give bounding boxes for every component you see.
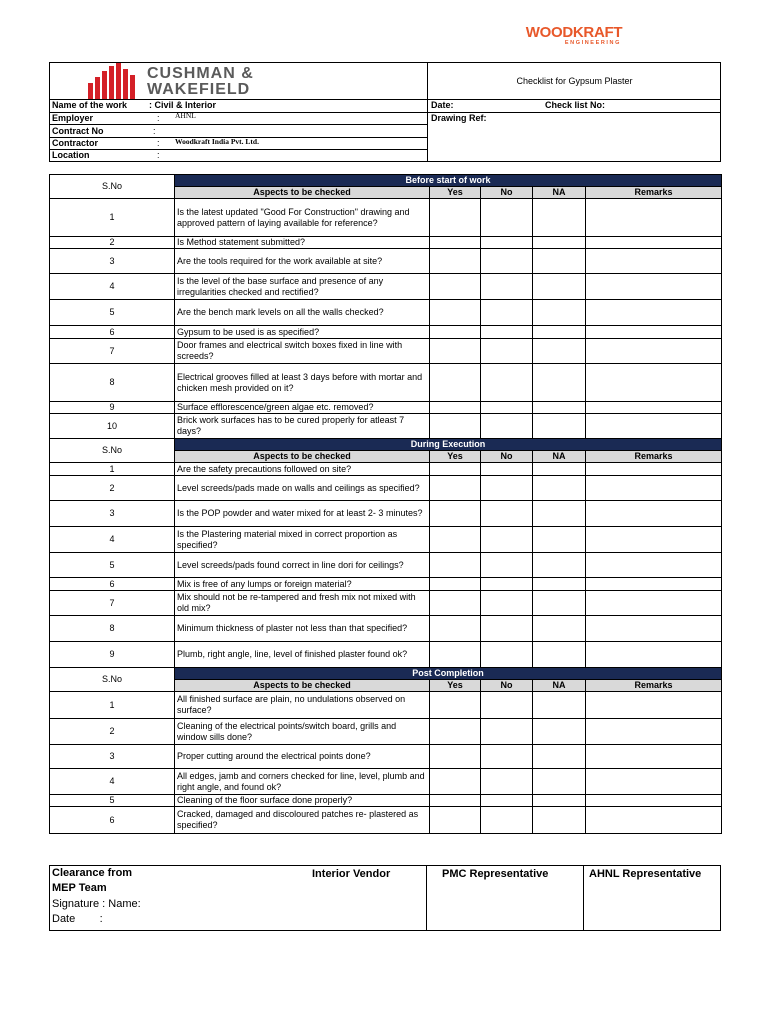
cushman-wakefield-logo-text [147,66,254,98]
item-number: 9 [50,642,175,668]
yes-cell[interactable] [430,692,481,719]
footer-divider [426,865,427,931]
na-cell[interactable] [533,553,586,578]
remarks-cell[interactable] [586,249,722,274]
item-number: 4 [50,769,175,795]
contract-no-colon: : [153,126,156,136]
no-cell[interactable] [481,402,533,414]
interior-vendor-label: Interior Vendor [312,868,391,880]
remarks-cell[interactable] [586,769,722,795]
item-question: Is the Plastering material mixed in correct proportion as specified? [175,527,430,553]
no-cell[interactable] [481,364,533,402]
section-title-row [50,439,722,451]
checklist-row [50,616,722,642]
checklist-row [50,769,722,795]
yes-cell[interactable] [430,591,481,616]
item-number: 4 [50,527,175,553]
item-question: Are the tools required for the work available at site? [175,249,430,274]
column-header-na: NA [533,680,586,692]
checklist-row [50,326,722,339]
date-label: Date: [431,100,454,110]
na-cell[interactable] [533,402,586,414]
item-question: Cleaning of the electrical points/switch board, grills and window sills done? [175,719,430,745]
na-cell[interactable] [533,527,586,553]
checklist-row [50,807,722,834]
remarks-cell[interactable] [586,300,722,326]
sno-header: S.No [50,175,175,199]
remarks-cell[interactable] [586,326,722,339]
checklist-row [50,527,722,553]
yes-cell[interactable] [430,414,481,439]
no-cell[interactable] [481,274,533,300]
yes-cell[interactable] [430,527,481,553]
no-cell[interactable] [481,692,533,719]
na-cell[interactable] [533,274,586,300]
item-number: 1 [50,692,175,719]
remarks-cell[interactable] [586,274,722,300]
no-cell[interactable] [481,527,533,553]
na-cell[interactable] [533,501,586,527]
column-header-no: No [481,680,533,692]
item-question: Mix is free of any lumps or foreign material? [175,578,430,591]
column-header-remarks: Remarks [586,187,722,199]
yes-cell[interactable] [430,795,481,807]
item-number: 2 [50,237,175,249]
no-cell[interactable] [481,616,533,642]
yes-cell[interactable] [430,745,481,769]
no-cell[interactable] [481,339,533,364]
remarks-cell[interactable] [586,591,722,616]
yes-cell[interactable] [430,249,481,274]
item-question: Are the safety precautions followed on site? [175,463,430,476]
item-question: Is the latest updated "Good For Construction" drawing and approved pattern of laying available for reference? [175,199,430,237]
item-question: Cleaning of the floor surface done properly? [175,795,430,807]
yes-cell[interactable] [430,300,481,326]
location-label: Location [52,150,90,160]
yes-cell[interactable] [430,326,481,339]
item-number: 3 [50,501,175,527]
no-cell[interactable] [481,642,533,668]
column-header-na: NA [533,187,586,199]
column-header-aspects: Aspects to be checked [175,187,430,199]
checklist-row [50,364,722,402]
column-header-remarks: Remarks [586,680,722,692]
na-cell[interactable] [533,692,586,719]
checklist-row [50,463,722,476]
cushman-wakefield-logo-icon [86,63,142,99]
remarks-cell[interactable] [586,476,722,501]
na-cell[interactable] [533,300,586,326]
header-rule [49,149,428,150]
yes-cell[interactable] [430,402,481,414]
no-cell[interactable] [481,745,533,769]
signature-date-label: Date : [52,913,103,925]
na-cell[interactable] [533,199,586,237]
item-question: Is the level of the base surface and presence of any irregularities checked and rectified? [175,274,430,300]
remarks-cell[interactable] [586,402,722,414]
yes-cell[interactable] [430,199,481,237]
remarks-cell[interactable] [586,642,722,668]
employer-value: AHNL [175,111,196,120]
yes-cell[interactable] [430,476,481,501]
item-question: Door frames and electrical switch boxes fixed in line with screeds? [175,339,430,364]
remarks-cell[interactable] [586,616,722,642]
remarks-cell[interactable] [586,501,722,527]
item-question: Electrical grooves filled at least 3 days before with mortar and chicken mesh provided on it? [175,364,430,402]
employer-colon: : [157,113,160,123]
section-title-row [50,175,722,187]
na-cell[interactable] [533,326,586,339]
contractor-label: Contractor [52,138,99,148]
checklist-row [50,199,722,237]
yes-cell[interactable] [430,274,481,300]
no-cell[interactable] [481,795,533,807]
no-cell[interactable] [481,414,533,439]
remarks-cell[interactable] [586,463,722,476]
woodkraft-logo [519,25,629,46]
item-number: 1 [50,463,175,476]
checklist-row [50,274,722,300]
item-number: 1 [50,199,175,237]
checklist-row [50,642,722,668]
checklist-row [50,476,722,501]
checklist-row [50,501,722,527]
no-cell[interactable] [481,719,533,745]
item-question: Brick work surfaces has to be cured properly for atleast 7 days? [175,414,430,439]
name-of-work-label: Name of the work [52,100,128,110]
item-question: Minimum thickness of plaster not less than that specified? [175,616,430,642]
employer-label: Employer [52,113,94,123]
na-cell[interactable] [533,578,586,591]
no-cell[interactable] [481,199,533,237]
yes-cell[interactable] [430,501,481,527]
na-cell[interactable] [533,795,586,807]
item-question: All edges, jamb and corners checked for line, level, plumb and right angle, and found ok? [175,769,430,795]
name-of-work-value: : Civil & Interior [149,100,217,110]
remarks-cell[interactable] [586,414,722,439]
checklist-row [50,402,722,414]
section-title: Post Completion [175,668,722,680]
item-number: 4 [50,274,175,300]
footer-divider [583,865,584,931]
header-rule [49,161,721,162]
checklist-no-label: Check list No: [545,100,606,110]
item-question: Surface efflorescence/green algae etc. removed? [175,402,430,414]
column-header-yes: Yes [430,680,481,692]
na-cell[interactable] [533,364,586,402]
remarks-cell[interactable] [586,795,722,807]
item-question: Proper cutting around the electrical points done? [175,745,430,769]
item-question: Level screeds/pads found correct in line dori for ceilings? [175,553,430,578]
yes-cell[interactable] [430,807,481,834]
item-question: Plumb, right angle, line, level of finished plaster found ok? [175,642,430,668]
na-cell[interactable] [533,642,586,668]
sno-header: S.No [50,668,175,692]
yes-cell[interactable] [430,364,481,402]
column-header-no: No [481,451,533,463]
pmc-representative-label: PMC Representative [442,868,549,880]
no-cell[interactable] [481,476,533,501]
no-cell[interactable] [481,769,533,795]
checklist-row [50,578,722,591]
item-number: 7 [50,339,175,364]
item-number: 3 [50,249,175,274]
na-cell[interactable] [533,807,586,834]
checklist-row [50,237,722,249]
checklist-row [50,692,722,719]
item-number: 8 [50,616,175,642]
item-number: 7 [50,591,175,616]
na-cell[interactable] [533,719,586,745]
item-number: 6 [50,326,175,339]
item-number: 5 [50,795,175,807]
checklist-row [50,745,722,769]
drawing-ref-label: Drawing Ref: [431,113,487,123]
column-header-na: NA [533,451,586,463]
item-question: Is Method statement submitted? [175,237,430,249]
yes-cell[interactable] [430,237,481,249]
checklist-table [49,174,722,834]
no-cell[interactable] [481,300,533,326]
item-number: 5 [50,300,175,326]
yes-cell[interactable] [430,769,481,795]
na-cell[interactable] [533,339,586,364]
yes-cell[interactable] [430,642,481,668]
item-number: 2 [50,476,175,501]
item-number: 5 [50,553,175,578]
header-rule [49,112,721,113]
na-cell[interactable] [533,463,586,476]
na-cell[interactable] [533,745,586,769]
checklist-row [50,249,722,274]
item-question: Is the POP powder and water mixed for at least 2- 3 minutes? [175,501,430,527]
item-number: 6 [50,807,175,834]
yes-cell[interactable] [430,616,481,642]
no-cell[interactable] [481,578,533,591]
ahnl-representative-label: AHNL Representative [589,868,702,880]
item-number: 8 [50,364,175,402]
woodkraft-logo-subtext: ENGINEERING [564,40,621,46]
logo-line-2: WAKEFIELD [147,81,251,98]
column-header-aspects: Aspects to be checked [175,451,430,463]
contract-no-label: Contract No [52,126,104,136]
no-cell[interactable] [481,501,533,527]
checklist-row [50,300,722,326]
remarks-cell[interactable] [586,692,722,719]
column-header-remarks: Remarks [586,451,722,463]
contractor-colon: : [157,138,160,148]
remarks-cell[interactable] [586,339,722,364]
column-header-aspects: Aspects to be checked [175,680,430,692]
location-colon: : [157,150,160,160]
no-cell[interactable] [481,463,533,476]
yes-cell[interactable] [430,719,481,745]
no-cell[interactable] [481,237,533,249]
na-cell[interactable] [533,476,586,501]
na-cell[interactable] [533,616,586,642]
woodkraft-logo-text: WOODKRAFT [525,24,623,41]
item-number: 2 [50,719,175,745]
checklist-row [50,553,722,578]
no-cell[interactable] [481,249,533,274]
remarks-cell[interactable] [586,745,722,769]
remarks-cell[interactable] [586,553,722,578]
yes-cell[interactable] [430,578,481,591]
clearance-label-1: Clearance from [52,867,133,879]
item-question: Are the bench mark levels on all the walls checked? [175,300,430,326]
na-cell[interactable] [533,249,586,274]
item-number: 6 [50,578,175,591]
logo-line-1: CUSHMAN & [147,65,254,82]
item-question: Cracked, damaged and discoloured patches re- plastered as specified? [175,807,430,834]
yes-cell[interactable] [430,553,481,578]
checklist-row [50,719,722,745]
sno-header: S.No [50,439,175,463]
remarks-cell[interactable] [586,719,722,745]
checklist-title: Checklist for Gypsum Plaster [516,76,633,86]
na-cell[interactable] [533,237,586,249]
header-rule [49,124,428,125]
no-cell[interactable] [481,326,533,339]
no-cell[interactable] [481,591,533,616]
remarks-cell[interactable] [586,364,722,402]
checklist-row [50,795,722,807]
item-question: Gypsum to be used is as specified? [175,326,430,339]
na-cell[interactable] [533,769,586,795]
signature-name-label: Signature : Name: [52,898,141,910]
section-title: During Execution [175,439,722,451]
column-header-yes: Yes [430,187,481,199]
section-title-row [50,668,722,680]
remarks-cell[interactable] [586,527,722,553]
remarks-cell[interactable] [586,578,722,591]
checklist-row [50,339,722,364]
yes-cell[interactable] [430,339,481,364]
item-number: 10 [50,414,175,439]
item-number: 9 [50,402,175,414]
checklist-row [50,414,722,439]
contractor-value: Woodkraft India Pvt. Ltd. [175,137,259,146]
section-title: Before start of work [175,175,722,187]
remarks-cell[interactable] [586,199,722,237]
na-cell[interactable] [533,591,586,616]
remarks-cell[interactable] [586,237,722,249]
column-header-no: No [481,187,533,199]
na-cell[interactable] [533,414,586,439]
item-number: 3 [50,745,175,769]
item-question: All finished surface are plain, no undulations observed on surface? [175,692,430,719]
yes-cell[interactable] [430,463,481,476]
remarks-cell[interactable] [586,807,722,834]
clearance-label-2: MEP Team [52,882,107,894]
checklist-row [50,591,722,616]
column-header-yes: Yes [430,451,481,463]
item-question: Mix should not be re-tampered and fresh mix not mixed with old mix? [175,591,430,616]
no-cell[interactable] [481,807,533,834]
no-cell[interactable] [481,553,533,578]
item-question: Level screeds/pads made on walls and ceilings as specified? [175,476,430,501]
